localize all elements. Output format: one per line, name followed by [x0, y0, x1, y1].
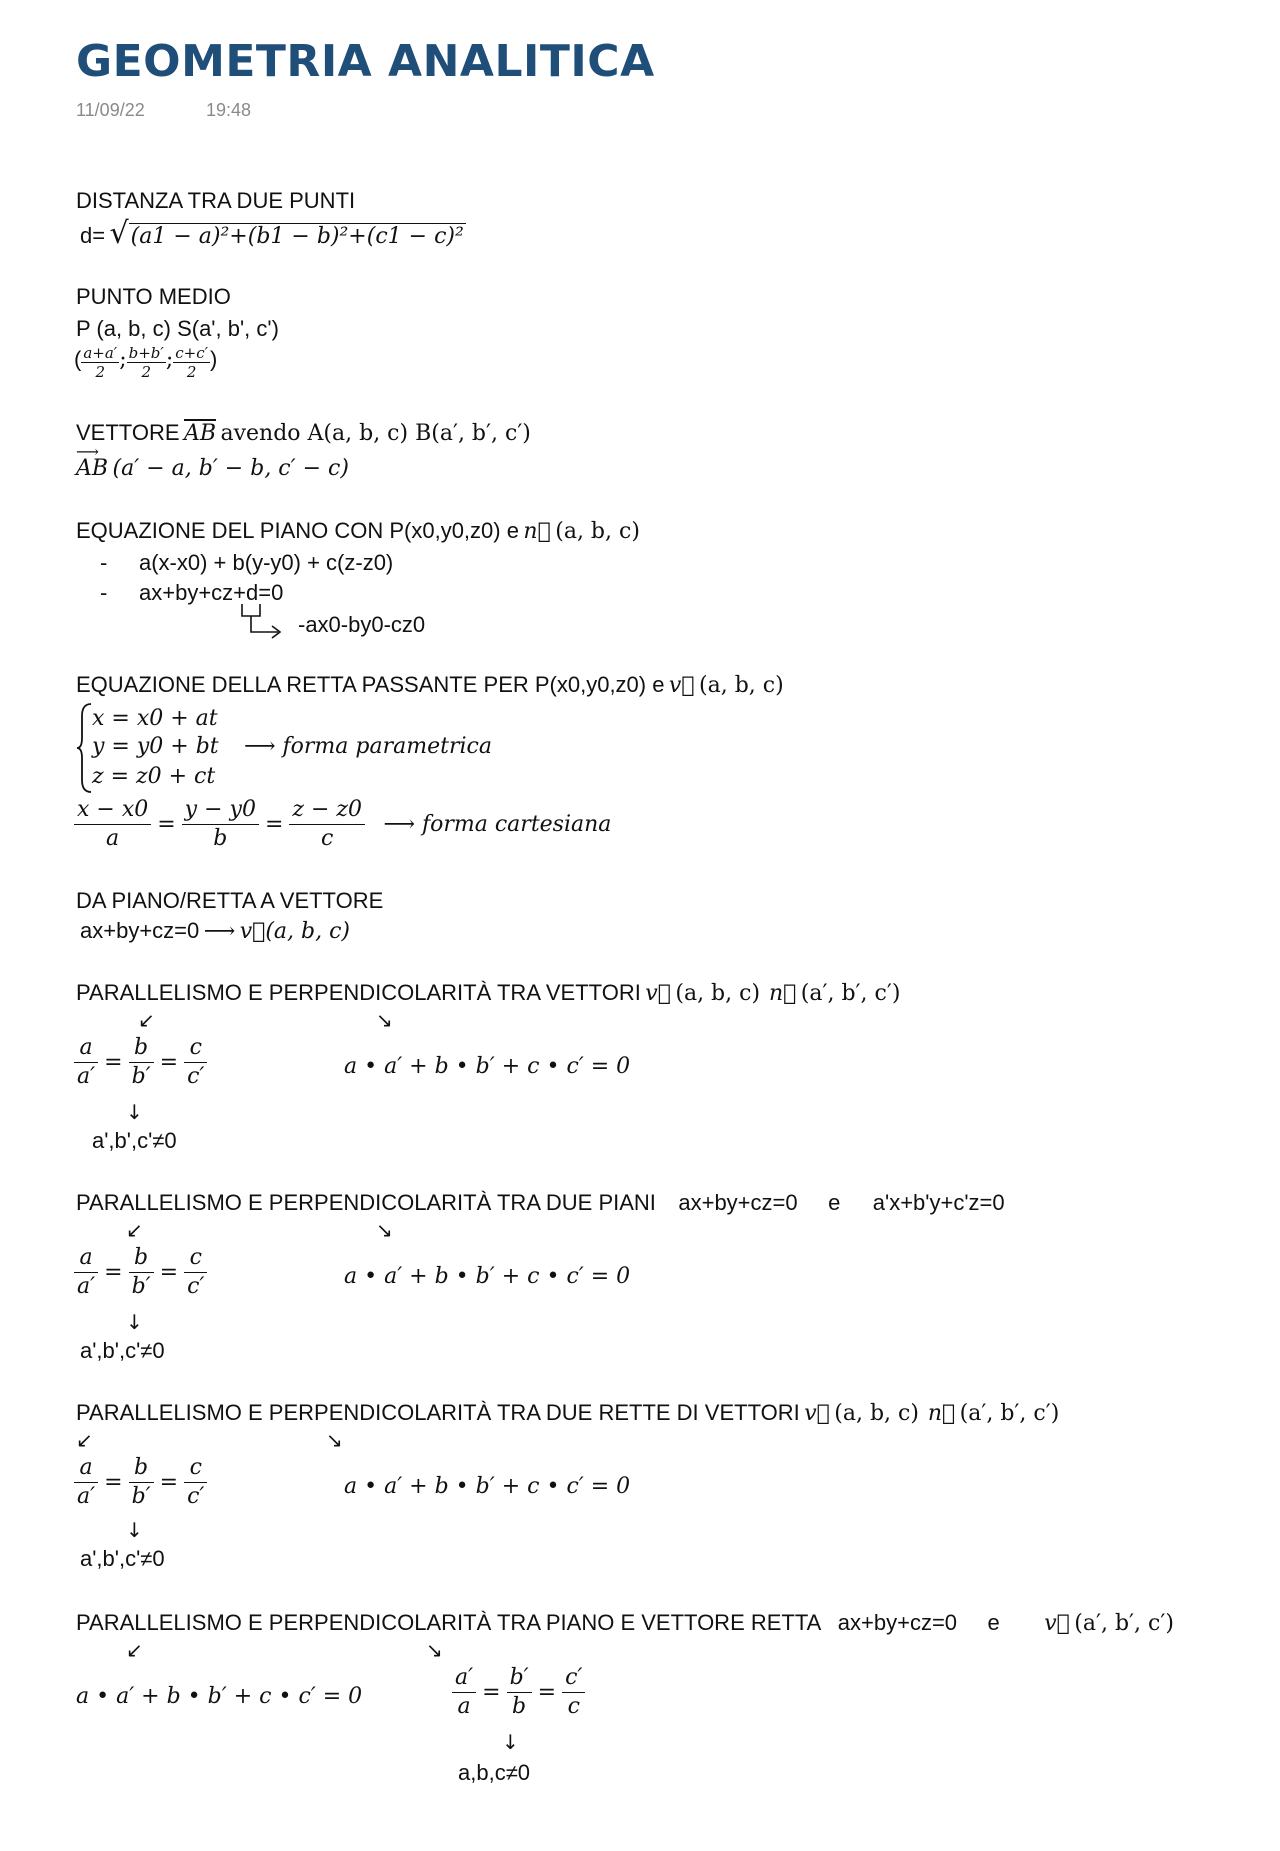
heading-distanza: DISTANZA TRA DUE PUNTI — [76, 188, 356, 213]
parallel-ratio: $\frac{a}{a'}$ = $\frac{b}{b'}$ = $\frac{c}{c'}$ — [72, 1244, 209, 1300]
arrow-down-left-icon: ↙ — [126, 1218, 143, 1242]
system-eq-x: x = x0 + at — [92, 706, 218, 731]
punto-medio-points: P (a, b, c) S(a', b', c') — [76, 316, 279, 341]
arrow-down-right-icon: ↘ — [326, 1428, 343, 1452]
fraction-x: $\frac{x - x0}{a}$ — [74, 796, 151, 852]
arrow-down-icon: ↓ — [126, 1100, 143, 1124]
arrow-icon: ⟶ — [203, 919, 236, 944]
separator: ; — [165, 347, 174, 373]
vettore-formula: AB ⟶ (a′ − a, b′ − b, c′ − c) — [76, 442, 349, 481]
condition: a,b,c≠0 — [458, 1760, 531, 1785]
piano-item-2: ax+by+cz+d=0 — [139, 580, 284, 605]
heading-par-piano-vettore: PARALLELISMO E PERPENDICOLARITÀ TRA PIANO E VETTORE RETTA ax+by+cz=0 e v⃗ (a′, b′, c′) — [76, 1610, 1174, 1636]
fraction-y: $\frac{y - y0}{b}$ — [182, 796, 259, 852]
d-value-note: -ax0-by0-cz0 — [298, 612, 426, 637]
condition: a',b',c'≠0 — [80, 1546, 165, 1571]
parallel-ratio: $\frac{a}{a'}$ = $\frac{b}{b'}$ = $\frac{c}{c'}$ — [72, 1454, 209, 1510]
perpendicular-dot: a • a′ + b • b′ + c • c′ = 0 — [344, 1054, 631, 1079]
arrow-down-icon: ↓ — [126, 1310, 143, 1334]
arrow-down-icon: ↓ — [502, 1730, 519, 1754]
arrow-down-left-icon: ↙ — [126, 1638, 143, 1662]
vector-ab: $\overline{AB}$ — [183, 421, 217, 446]
time: 19:48 — [206, 100, 252, 120]
heading-par-vettori: PARALLELISMO E PERPENDICOLARITÀ TRA VETTORI v⃗ (a, b, c) n⃗ (a′, b′, c′) — [76, 980, 901, 1006]
parallel-ratio: $\frac{a'}{a}$ = $\frac{b'}{b}$ = $\frac{c'}{c}$ — [450, 1664, 587, 1720]
arrow-down-left-icon: ↙ — [138, 1008, 155, 1032]
piano-item-1: a(x-x0) + b(y-y0) + c(z-z0) — [139, 550, 394, 575]
fraction-c: $\frac{c+c'}{2}$ — [175, 344, 209, 381]
arrow-down-right-icon: ↘ — [376, 1008, 393, 1032]
condition: a',b',c'≠0 — [92, 1128, 177, 1153]
n-vector: n⃗ — [523, 519, 551, 544]
heading-par-rette: PARALLELISMO E PERPENDICOLARITÀ TRA DUE RETTE DI VETTORI v⃗ (a, b, c) n⃗ (a′, b′, c′) — [76, 1400, 1060, 1426]
radical-sign: √ — [109, 216, 129, 251]
system-eq-y: y = y0 + bt — [92, 734, 219, 759]
date: 11/09/22 — [76, 100, 145, 120]
perpendicular-dot: a • a′ + b • b′ + c • c′ = 0 — [76, 1684, 363, 1709]
fraction-b: $\frac{b+b'}{2}$ — [128, 344, 164, 381]
fraction-a: $\frac{a+a'}{2}$ — [83, 344, 118, 381]
perpendicular-dot: a • a′ + b • b′ + c • c′ = 0 — [344, 1264, 631, 1289]
heading-par-piani: PARALLELISMO E PERPENDICOLARITÀ TRA DUE PIANI ax+by+cz=0 e a'x+b'y+c'z=0 — [76, 1190, 1005, 1215]
heading-retta: EQUAZIONE DELLA RETTA PASSANTE PER P(x0,y0,z0) e v⃗ (a, b, c) — [76, 672, 784, 698]
label-cartesiana: ⟶ forma cartesiana — [383, 811, 612, 837]
parallel-ratio: $\frac{a}{a'}$ = $\frac{b}{b'}$ = $\frac{c}{c'}$ — [72, 1034, 209, 1090]
arrow-down-left-icon: ↙ — [76, 1428, 93, 1452]
separator: ; — [119, 347, 127, 373]
piano-vettore-formula: ax+by+cz=0 ⟶ v⃗(a, b, c) — [80, 918, 350, 944]
bullet: - — [100, 550, 108, 575]
bullet: - — [100, 580, 108, 605]
fraction-z: $\frac{z - z0}{c}$ — [289, 796, 365, 852]
arrow-down-right-icon: ↘ — [376, 1218, 393, 1242]
d-brace-arrow — [238, 602, 288, 640]
radicand: (a1 − a)²+(b1 − b)²+(c1 − c)² — [130, 224, 464, 249]
condition: a',b',c'≠0 — [80, 1338, 165, 1363]
v-vector: v⃗ — [668, 673, 695, 698]
vector-ab-arrow: AB ⟶ — [76, 442, 109, 481]
page-title: GEOMETRIA ANALITICA — [76, 36, 655, 87]
arrow-down-icon: ↓ — [126, 1518, 143, 1542]
formula-distanza — [80, 216, 466, 251]
distance-prefix: d= — [80, 223, 106, 248]
heading-vettore: VETTORE $\overline{AB}$ avendo A(a, b, c) B(a′, b′, c′) — [76, 420, 531, 446]
system-eq-z: z = z0 + ct — [92, 764, 216, 789]
cartesian-form: $\frac{x - x0}{a}$ = $\frac{y - y0}{b}$ = $\frac{z - z0}{c}$ ⟶ forma cartesiana — [72, 796, 611, 852]
arrow-down-right-icon: ↘ — [426, 1638, 443, 1662]
heading-piano-vettore: DA PIANO/RETTA A VETTORE — [76, 888, 384, 913]
heading-punto-medio: PUNTO MEDIO — [76, 284, 231, 309]
paren-open: ( — [74, 346, 82, 372]
paren-close: ) — [210, 346, 218, 372]
heading-piano: EQUAZIONE DEL PIANO CON P(x0,y0,z0) e n⃗ (a, b, c) — [76, 518, 640, 544]
label-parametrica: ⟶ forma parametrica — [244, 734, 492, 759]
punto-medio-formula — [74, 344, 217, 381]
perpendicular-dot: a • a′ + b • b′ + c • c′ = 0 — [344, 1474, 631, 1499]
